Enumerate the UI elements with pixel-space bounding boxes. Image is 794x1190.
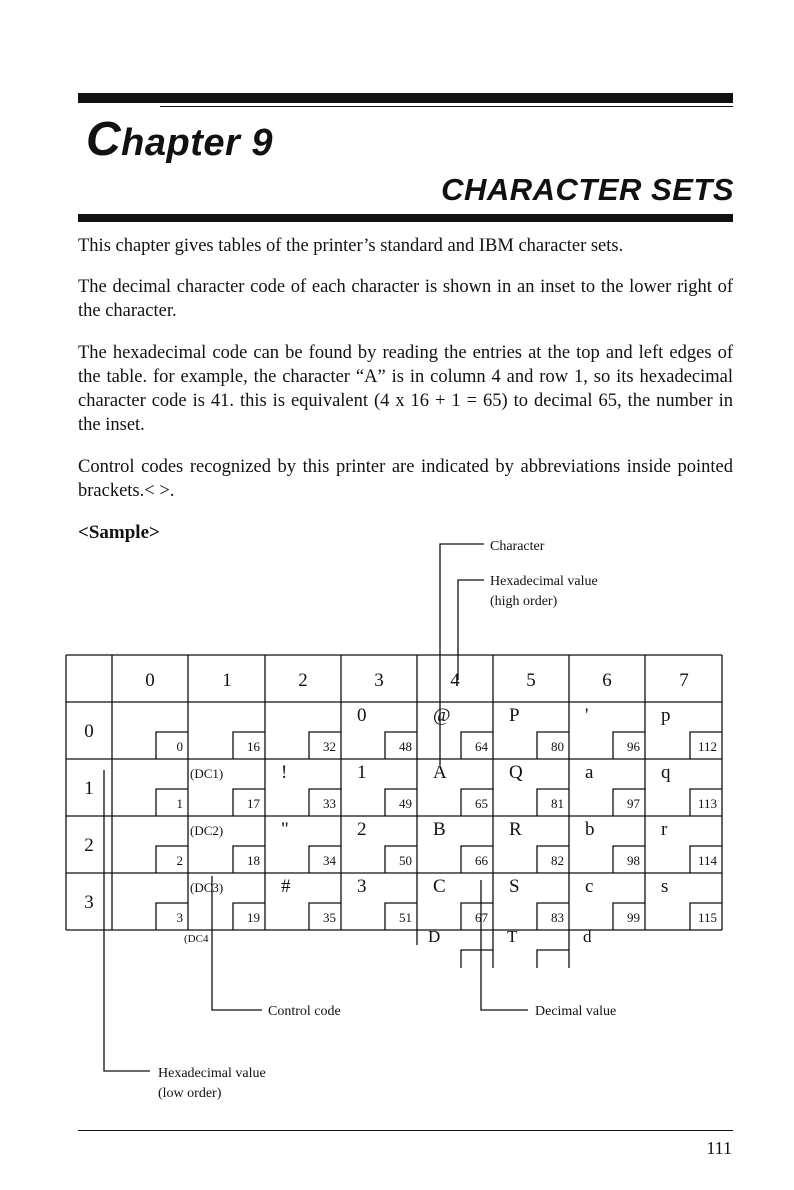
character-glyph: 1 <box>357 762 367 783</box>
char-cell <box>357 762 417 816</box>
row-headers <box>84 721 94 913</box>
col-header: 7 <box>679 670 689 691</box>
char-cell <box>233 732 265 759</box>
decimal-value: 16 <box>247 739 260 754</box>
decimal-value: 35 <box>323 910 336 925</box>
character-glyph: A <box>433 762 447 783</box>
character-glyph: r <box>661 819 668 840</box>
decimal-value: 64 <box>475 739 488 754</box>
col-header: 3 <box>374 670 384 691</box>
control-code-label: (DC1) <box>190 766 224 781</box>
char-cell <box>433 705 493 759</box>
char-cell <box>585 705 645 759</box>
col-header: 4 <box>450 670 460 691</box>
partial-char: T <box>507 927 518 946</box>
char-cell <box>585 876 645 930</box>
sample-heading: <Sample> <box>78 522 160 543</box>
character-glyph: q <box>661 762 671 783</box>
decimal-value: 32 <box>323 739 336 754</box>
char-cell <box>156 903 188 930</box>
col-header: 1 <box>222 670 232 691</box>
character-glyph: R <box>509 819 522 840</box>
decimal-value: 67 <box>475 910 488 925</box>
character-glyph: P <box>509 705 520 726</box>
callout-character: Character <box>490 539 545 554</box>
control-code-label: (DC3) <box>190 880 224 895</box>
char-cell <box>156 732 188 759</box>
char-cell <box>156 789 188 816</box>
character-cells <box>156 705 722 930</box>
decimal-inset-box <box>156 732 188 759</box>
chapter-number: hapter 9 <box>121 122 273 164</box>
character-glyph: 0 <box>357 705 367 726</box>
callout-decimal-value: Decimal value <box>535 1004 617 1019</box>
char-cell <box>585 819 645 873</box>
char-cell <box>433 876 493 930</box>
char-cell <box>509 705 569 759</box>
char-cell <box>190 823 265 873</box>
character-glyph: Q <box>509 762 523 783</box>
char-cell <box>585 762 645 816</box>
char-cell <box>357 819 417 873</box>
hex-low-leader-line <box>104 770 150 1071</box>
char-cell <box>190 880 265 930</box>
decimal-value: 19 <box>247 910 260 925</box>
char-cell <box>190 766 265 816</box>
char-cell <box>509 876 569 930</box>
decimal-value: 83 <box>551 910 564 925</box>
col-header: 5 <box>526 670 536 691</box>
decimal-inset-box <box>156 789 188 816</box>
decimal-inset-box <box>156 903 188 930</box>
decimal-value: 18 <box>247 853 260 868</box>
char-cell <box>661 819 722 873</box>
char-cell <box>357 705 417 759</box>
paragraph-decimal-code: The decimal character code of each character is shown in an inset to the lower right of the character. <box>78 277 733 321</box>
decimal-value: 114 <box>697 853 717 868</box>
partial-char: d <box>583 927 592 946</box>
callout-control-code: Control code <box>268 1004 341 1019</box>
character-glyph: B <box>433 819 446 840</box>
callout-hex-low-1: Hexadecimal value <box>158 1066 266 1081</box>
partial-inset-box <box>461 950 493 968</box>
decimal-value: 113 <box>697 796 717 811</box>
diagram-grid <box>66 655 722 968</box>
decimal-value: 34 <box>323 853 336 868</box>
char-cell <box>281 819 341 873</box>
decimal-value: 97 <box>627 796 640 811</box>
char-cell <box>281 762 341 816</box>
character-glyph: " <box>281 819 289 840</box>
row-header: 3 <box>84 892 94 913</box>
decimal-value: 0 <box>176 739 183 754</box>
char-cell <box>509 762 569 816</box>
decimal-value: 112 <box>697 739 717 754</box>
callout-hex-low-2: (low order) <box>158 1086 222 1101</box>
char-cell <box>309 732 341 759</box>
page-number: 111 <box>706 1138 732 1158</box>
decimal-value: 96 <box>627 739 640 754</box>
callout-hex-high-1: Hexadecimal value <box>490 574 598 589</box>
character-glyph: C <box>433 876 446 897</box>
char-cell <box>156 846 188 873</box>
character-glyph: p <box>661 705 671 726</box>
decimal-value: 66 <box>475 853 488 868</box>
decimal-value: 33 <box>323 796 336 811</box>
decimal-value: 82 <box>551 853 564 868</box>
character-glyph: S <box>509 876 520 897</box>
partial-inset-box <box>537 950 569 968</box>
control-code-label: (DC2) <box>190 823 224 838</box>
character-glyph: ! <box>281 762 288 783</box>
decimal-value: 51 <box>399 910 412 925</box>
character-glyph: 2 <box>357 819 367 840</box>
paragraph-intro: This chapter gives tables of the printer’s standard and IBM character sets. <box>78 236 624 256</box>
char-cell <box>357 876 417 930</box>
char-cell <box>509 819 569 873</box>
decimal-value: 17 <box>247 796 260 811</box>
col-header: 2 <box>298 670 308 691</box>
row-header: 2 <box>84 835 94 856</box>
row-header: 0 <box>84 721 94 742</box>
control-code-leader-line <box>212 876 262 1010</box>
partial-char: D <box>428 927 441 946</box>
chapter-title: CHARACTER SETS <box>441 172 734 207</box>
decimal-value: 49 <box>399 796 412 811</box>
decimal-value: 98 <box>627 853 640 868</box>
decimal-value: 3 <box>176 910 183 925</box>
character-glyph: # <box>281 876 291 897</box>
decimal-value: 2 <box>176 853 183 868</box>
decimal-value: 50 <box>399 853 412 868</box>
decimal-value: 81 <box>551 796 564 811</box>
char-cell <box>281 876 341 930</box>
col-header: 6 <box>602 670 612 691</box>
character-glyph: s <box>661 876 669 897</box>
character-glyph: b <box>585 819 595 840</box>
character-glyph: c <box>585 876 594 897</box>
col-header: 0 <box>145 670 155 691</box>
decimal-value: 80 <box>551 739 564 754</box>
character-glyph: 3 <box>357 876 367 897</box>
row-header: 1 <box>84 778 94 799</box>
character-glyph: @ <box>433 705 451 726</box>
char-cell <box>433 819 493 873</box>
char-cell <box>433 762 493 816</box>
char-cell <box>661 762 722 816</box>
decimal-value: 48 <box>399 739 412 754</box>
char-cell <box>661 705 722 759</box>
char-cell <box>661 876 722 930</box>
hex-high-leader-line <box>458 580 484 680</box>
footer-rule <box>78 1130 733 1131</box>
chapter-initial: C <box>86 113 122 166</box>
character-glyph: ' <box>585 705 589 726</box>
decimal-value: 1 <box>176 796 183 811</box>
paragraph-control-codes: Control codes recognized by this printer are indicated by abbreviations inside pointed brackets.< >. <box>78 457 733 501</box>
decimal-value: 115 <box>697 910 717 925</box>
decimal-value-leader-line <box>481 880 528 1010</box>
paragraph-hex-code: The hexadecimal code can be found by reading the entries at the top and left edges of the table. for example, the character “A” is in column 4 and row 1, so its hexadecimal character code is 41. this is equivalent (4 x 16 + 1 = 65) to decimal 65, the number in the inset. <box>78 343 733 435</box>
decimal-inset-box <box>156 846 188 873</box>
decimal-value: 99 <box>627 910 640 925</box>
callout-hex-high-2: (high order) <box>490 594 558 609</box>
character-glyph: a <box>585 762 594 783</box>
callout-labels <box>158 539 616 1101</box>
partial-control-code: (DC4 <box>184 933 209 945</box>
decimal-value: 65 <box>475 796 488 811</box>
callout-lines <box>104 544 528 1071</box>
